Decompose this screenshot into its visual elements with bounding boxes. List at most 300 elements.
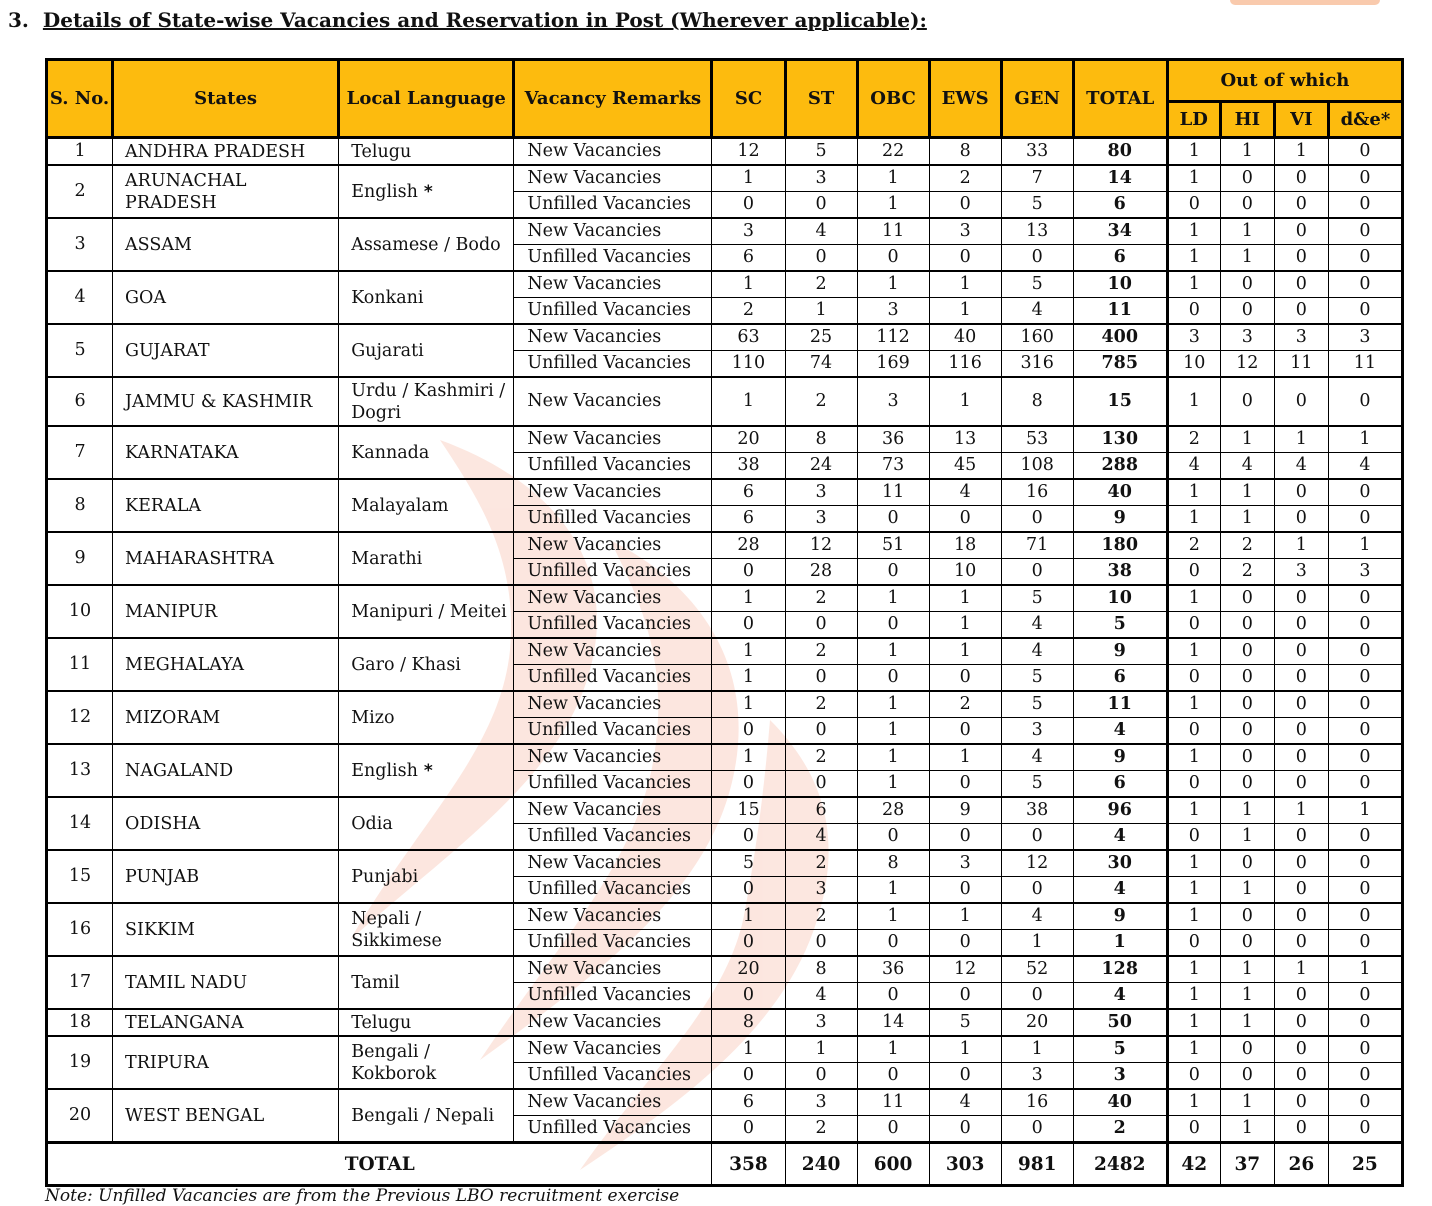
obc-cell: 11 <box>857 1089 929 1116</box>
de-cell: 0 <box>1328 138 1402 166</box>
language-text: Marathi <box>351 548 423 569</box>
total-row <box>47 1143 1403 1186</box>
gen-cell: 5 <box>1001 691 1073 718</box>
table-row <box>47 532 1403 559</box>
total-cell: 4 <box>1073 824 1167 851</box>
hi-cell: 1 <box>1220 1116 1274 1143</box>
ews-cell: 3 <box>929 218 1001 245</box>
vi-cell: 0 <box>1274 877 1328 904</box>
obc-cell: 0 <box>857 983 929 1010</box>
vacancy-remark-cell: New Vacancies <box>514 324 712 351</box>
vi-cell: 0 <box>1274 271 1328 298</box>
vi-cell: 0 <box>1274 506 1328 533</box>
vacancy-remark-cell: New Vacancies <box>514 585 712 612</box>
st-cell: 2 <box>785 850 857 877</box>
ld-cell: 3 <box>1167 324 1220 351</box>
hi-cell: 0 <box>1220 930 1274 957</box>
vacancy-remark-cell: New Vacancies <box>514 138 712 166</box>
gen-cell: 38 <box>1001 797 1073 824</box>
language-text: Malayalam <box>351 495 449 516</box>
total-cell: 96 <box>1073 797 1167 824</box>
hi-cell: 1 <box>1220 1089 1274 1116</box>
gen-cell: 5 <box>1001 665 1073 692</box>
language-text: English <box>351 760 418 781</box>
de-cell: 0 <box>1328 612 1402 639</box>
header-state: States <box>113 60 339 138</box>
state-name-cell: KARNATAKA <box>113 426 339 479</box>
vacancy-remark-cell: New Vacancies <box>514 479 712 506</box>
serial-number-cell: 4 <box>47 271 113 324</box>
sc-cell: 1 <box>712 665 785 692</box>
gen-cell: 16 <box>1001 479 1073 506</box>
ews-cell: 0 <box>929 824 1001 851</box>
total-sc-cell: 358 <box>712 1143 785 1186</box>
obc-cell: 1 <box>857 744 929 771</box>
total-cell: 6 <box>1073 245 1167 272</box>
total-cell: 400 <box>1073 324 1167 351</box>
hi-cell: 0 <box>1220 377 1274 426</box>
sc-cell: 3 <box>712 218 785 245</box>
language-text: Bengali / Nepali <box>351 1105 495 1126</box>
state-name-cell: PUNJAB <box>113 850 339 903</box>
total-cell: 80 <box>1073 138 1167 166</box>
total-vi-cell: 26 <box>1274 1143 1328 1186</box>
total-cell: 9 <box>1073 638 1167 665</box>
st-cell: 3 <box>785 1009 857 1036</box>
total-cell: 9 <box>1073 903 1167 930</box>
header-obc: OBC <box>857 60 929 138</box>
de-cell: 0 <box>1328 218 1402 245</box>
local-language-cell <box>339 1009 514 1036</box>
st-cell: 4 <box>785 824 857 851</box>
ews-cell: 9 <box>929 797 1001 824</box>
gen-cell: 4 <box>1001 903 1073 930</box>
serial-number-cell: 2 <box>47 165 113 218</box>
ld-cell: 1 <box>1167 479 1220 506</box>
serial-number-cell: 1 <box>47 138 113 166</box>
gen-cell: 160 <box>1001 324 1073 351</box>
obc-cell: 1 <box>857 271 929 298</box>
obc-cell: 0 <box>857 612 929 639</box>
language-text: Mizo <box>351 707 395 728</box>
vacancy-remark-cell: New Vacancies <box>514 903 712 930</box>
ld-cell: 1 <box>1167 638 1220 665</box>
local-language-cell <box>339 138 514 166</box>
sc-cell: 0 <box>712 1063 785 1090</box>
serial-number-cell: 8 <box>47 479 113 532</box>
obc-cell: 0 <box>857 1116 929 1143</box>
gen-cell: 52 <box>1001 956 1073 983</box>
obc-cell: 1 <box>857 192 929 219</box>
obc-cell: 1 <box>857 718 929 745</box>
ld-cell: 1 <box>1167 956 1220 983</box>
serial-number-cell: 13 <box>47 744 113 797</box>
de-cell: 0 <box>1328 1009 1402 1036</box>
vacancy-remark-cell: New Vacancies <box>514 850 712 877</box>
table-row <box>47 585 1403 612</box>
sc-cell: 1 <box>712 691 785 718</box>
vi-cell: 0 <box>1274 1089 1328 1116</box>
ews-cell: 116 <box>929 351 1001 378</box>
hi-cell: 0 <box>1220 165 1274 192</box>
gen-cell: 316 <box>1001 351 1073 378</box>
table-row <box>47 1036 1403 1063</box>
hi-cell: 1 <box>1220 245 1274 272</box>
ews-cell: 0 <box>929 877 1001 904</box>
state-name-cell: MEGHALAYA <box>113 638 339 691</box>
vi-cell: 0 <box>1274 850 1328 877</box>
st-cell: 0 <box>785 245 857 272</box>
de-cell: 4 <box>1328 453 1402 480</box>
local-language-cell <box>339 271 514 324</box>
ews-cell: 10 <box>929 559 1001 586</box>
hi-cell: 0 <box>1220 638 1274 665</box>
sc-cell: 63 <box>712 324 785 351</box>
serial-number-cell: 14 <box>47 797 113 850</box>
language-text: Manipuri / Meitei <box>351 601 507 622</box>
vi-cell: 0 <box>1274 245 1328 272</box>
obc-cell: 51 <box>857 532 929 559</box>
total-cell: 6 <box>1073 192 1167 219</box>
ld-cell: 1 <box>1167 245 1220 272</box>
de-cell: 0 <box>1328 1089 1402 1116</box>
hi-cell: 0 <box>1220 1063 1274 1090</box>
vacancy-remark-cell: New Vacancies <box>514 1009 712 1036</box>
total-cell: 6 <box>1073 665 1167 692</box>
state-name-cell: MANIPUR <box>113 585 339 638</box>
vi-cell: 0 <box>1274 930 1328 957</box>
vacancy-remark-cell: Unfilled Vacancies <box>514 665 712 692</box>
state-name-cell: WEST BENGAL <box>113 1089 339 1143</box>
ews-cell: 3 <box>929 850 1001 877</box>
obc-cell: 11 <box>857 479 929 506</box>
hi-cell: 0 <box>1220 298 1274 325</box>
serial-number-cell: 18 <box>47 1009 113 1036</box>
total-cell: 3 <box>1073 1063 1167 1090</box>
table-row <box>47 218 1403 245</box>
ews-cell: 40 <box>929 324 1001 351</box>
vi-cell: 0 <box>1274 744 1328 771</box>
total-cell: 40 <box>1073 1089 1167 1116</box>
header-de: d&e* <box>1328 102 1402 138</box>
ews-cell: 4 <box>929 1089 1001 1116</box>
vacancy-remark-cell: Unfilled Vacancies <box>514 930 712 957</box>
de-cell: 0 <box>1328 691 1402 718</box>
sc-cell: 0 <box>712 824 785 851</box>
ews-cell: 12 <box>929 956 1001 983</box>
local-language-cell <box>339 797 514 850</box>
table-row <box>47 324 1403 351</box>
gen-cell: 0 <box>1001 245 1073 272</box>
vacancy-remark-cell: New Vacancies <box>514 797 712 824</box>
sc-cell: 1 <box>712 1036 785 1063</box>
sc-cell: 38 <box>712 453 785 480</box>
total-cell: 30 <box>1073 850 1167 877</box>
total-cell: 4 <box>1073 877 1167 904</box>
hi-cell: 2 <box>1220 532 1274 559</box>
ld-cell: 0 <box>1167 718 1220 745</box>
header-language: Local Language <box>339 60 514 138</box>
vacancy-remark-cell: New Vacancies <box>514 1036 712 1063</box>
serial-number-cell: 10 <box>47 585 113 638</box>
vi-cell: 0 <box>1274 377 1328 426</box>
ld-cell: 1 <box>1167 585 1220 612</box>
st-cell: 0 <box>785 771 857 798</box>
obc-cell: 36 <box>857 426 929 453</box>
section-heading <box>8 8 927 32</box>
de-cell: 3 <box>1328 559 1402 586</box>
serial-number-cell: 6 <box>47 377 113 426</box>
total-hi-cell: 37 <box>1220 1143 1274 1186</box>
gen-cell: 53 <box>1001 426 1073 453</box>
st-cell: 2 <box>785 744 857 771</box>
local-language-cell <box>339 691 514 744</box>
ews-cell: 1 <box>929 377 1001 426</box>
serial-number-cell: 20 <box>47 1089 113 1143</box>
serial-number-cell: 19 <box>47 1036 113 1089</box>
gen-cell: 7 <box>1001 165 1073 192</box>
hi-cell: 0 <box>1220 718 1274 745</box>
hi-cell: 2 <box>1220 559 1274 586</box>
st-cell: 2 <box>785 585 857 612</box>
vi-cell: 1 <box>1274 532 1328 559</box>
ld-cell: 1 <box>1167 1009 1220 1036</box>
vi-cell: 1 <box>1274 138 1328 166</box>
ld-cell: 2 <box>1167 532 1220 559</box>
de-cell: 0 <box>1328 165 1402 192</box>
table-row <box>47 1009 1403 1036</box>
hi-cell: 1 <box>1220 983 1274 1010</box>
ld-cell: 1 <box>1167 983 1220 1010</box>
vacancy-remark-cell: New Vacancies <box>514 218 712 245</box>
hi-cell: 0 <box>1220 744 1274 771</box>
gen-cell: 0 <box>1001 559 1073 586</box>
gen-cell: 5 <box>1001 271 1073 298</box>
de-cell: 0 <box>1328 824 1402 851</box>
sc-cell: 6 <box>712 506 785 533</box>
state-name-cell: ASSAM <box>113 218 339 271</box>
serial-number-cell: 16 <box>47 903 113 956</box>
total-cell: 130 <box>1073 426 1167 453</box>
st-cell: 8 <box>785 426 857 453</box>
ews-cell: 13 <box>929 426 1001 453</box>
sc-cell: 8 <box>712 1009 785 1036</box>
ews-cell: 0 <box>929 1116 1001 1143</box>
total-cell: 10 <box>1073 585 1167 612</box>
ews-cell: 8 <box>929 138 1001 166</box>
sc-cell: 1 <box>712 165 785 192</box>
gen-cell: 4 <box>1001 298 1073 325</box>
ld-cell: 0 <box>1167 298 1220 325</box>
ld-cell: 1 <box>1167 377 1220 426</box>
serial-number-cell: 3 <box>47 218 113 271</box>
hi-cell: 12 <box>1220 351 1274 378</box>
vi-cell: 0 <box>1274 983 1328 1010</box>
total-obc-cell: 600 <box>857 1143 929 1186</box>
hi-cell: 0 <box>1220 192 1274 219</box>
gen-cell: 0 <box>1001 877 1073 904</box>
sc-cell: 6 <box>712 479 785 506</box>
gen-cell: 5 <box>1001 585 1073 612</box>
hi-cell: 4 <box>1220 453 1274 480</box>
language-text: Konkani <box>351 287 424 308</box>
ews-cell: 0 <box>929 665 1001 692</box>
vi-cell: 0 <box>1274 691 1328 718</box>
sc-cell: 1 <box>712 271 785 298</box>
hi-cell: 1 <box>1220 479 1274 506</box>
sc-cell: 2 <box>712 298 785 325</box>
st-cell: 1 <box>785 1036 857 1063</box>
total-cell: 785 <box>1073 351 1167 378</box>
gen-cell: 108 <box>1001 453 1073 480</box>
local-language-cell <box>339 903 514 956</box>
header-out-of-which: Out of which <box>1167 60 1402 102</box>
total-cell: 10 <box>1073 271 1167 298</box>
de-cell: 0 <box>1328 903 1402 930</box>
st-cell: 0 <box>785 930 857 957</box>
gen-cell: 1 <box>1001 1036 1073 1063</box>
serial-number-cell: 9 <box>47 532 113 585</box>
gen-cell: 4 <box>1001 744 1073 771</box>
table-row <box>47 138 1403 166</box>
brand-strip <box>1230 0 1380 5</box>
ews-cell: 45 <box>929 453 1001 480</box>
total-ews-cell: 303 <box>929 1143 1001 1186</box>
st-cell: 3 <box>785 877 857 904</box>
state-name-cell: ODISHA <box>113 797 339 850</box>
total-label-cell: TOTAL <box>47 1143 712 1186</box>
obc-cell: 0 <box>857 824 929 851</box>
hi-cell: 1 <box>1220 426 1274 453</box>
gen-cell: 3 <box>1001 718 1073 745</box>
local-language-cell <box>339 218 514 271</box>
obc-cell: 1 <box>857 585 929 612</box>
obc-cell: 28 <box>857 797 929 824</box>
gen-cell: 8 <box>1001 377 1073 426</box>
gen-cell: 4 <box>1001 638 1073 665</box>
st-cell: 3 <box>785 506 857 533</box>
table-row <box>47 691 1403 718</box>
vi-cell: 0 <box>1274 903 1328 930</box>
ld-cell: 0 <box>1167 771 1220 798</box>
de-cell: 0 <box>1328 771 1402 798</box>
total-cell: 9 <box>1073 744 1167 771</box>
hi-cell: 1 <box>1220 824 1274 851</box>
st-cell: 28 <box>785 559 857 586</box>
vacancy-remark-cell: Unfilled Vacancies <box>514 771 712 798</box>
gen-cell: 16 <box>1001 1089 1073 1116</box>
hi-cell: 1 <box>1220 797 1274 824</box>
ld-cell: 1 <box>1167 1089 1220 1116</box>
vi-cell: 0 <box>1274 1116 1328 1143</box>
ews-cell: 4 <box>929 479 1001 506</box>
total-cell: 38 <box>1073 559 1167 586</box>
ews-cell: 0 <box>929 245 1001 272</box>
vacancy-remark-cell: New Vacancies <box>514 691 712 718</box>
language-text: Garo / Khasi <box>351 654 461 675</box>
table-row <box>47 797 1403 824</box>
de-cell: 1 <box>1328 956 1402 983</box>
total-cell: 11 <box>1073 691 1167 718</box>
hi-cell: 1 <box>1220 1009 1274 1036</box>
de-cell: 0 <box>1328 377 1402 426</box>
hi-cell: 1 <box>1220 877 1274 904</box>
sc-cell: 28 <box>712 532 785 559</box>
obc-cell: 22 <box>857 138 929 166</box>
vacancy-remark-cell: New Vacancies <box>514 426 712 453</box>
state-name-cell: JAMMU & KASHMIR <box>113 377 339 426</box>
ews-cell: 0 <box>929 983 1001 1010</box>
vi-cell: 3 <box>1274 559 1328 586</box>
total-cell: 14 <box>1073 165 1167 192</box>
sc-cell: 20 <box>712 956 785 983</box>
ews-cell: 0 <box>929 1063 1001 1090</box>
st-cell: 2 <box>785 691 857 718</box>
header-hi: HI <box>1220 102 1274 138</box>
hi-cell: 1 <box>1220 506 1274 533</box>
hi-cell: 1 <box>1220 956 1274 983</box>
vi-cell: 4 <box>1274 453 1328 480</box>
ld-cell: 1 <box>1167 218 1220 245</box>
header-sno: S. No. <box>47 60 113 138</box>
vi-cell: 1 <box>1274 426 1328 453</box>
sc-cell: 0 <box>712 877 785 904</box>
de-cell: 0 <box>1328 930 1402 957</box>
local-language-cell <box>339 324 514 377</box>
serial-number-cell: 12 <box>47 691 113 744</box>
ews-cell: 18 <box>929 532 1001 559</box>
total-st-cell: 240 <box>785 1143 857 1186</box>
obc-cell: 11 <box>857 218 929 245</box>
de-cell: 0 <box>1328 1063 1402 1090</box>
sc-cell: 1 <box>712 585 785 612</box>
state-name-cell: ANDHRA PRADESH <box>113 138 339 166</box>
vacancy-remark-cell: Unfilled Vacancies <box>514 877 712 904</box>
de-cell: 0 <box>1328 271 1402 298</box>
vacancy-remark-cell: New Vacancies <box>514 744 712 771</box>
st-cell: 4 <box>785 983 857 1010</box>
gen-cell: 71 <box>1001 532 1073 559</box>
vi-cell: 0 <box>1274 298 1328 325</box>
de-cell: 1 <box>1328 797 1402 824</box>
local-language-cell <box>339 585 514 638</box>
gen-cell: 33 <box>1001 138 1073 166</box>
gen-cell: 20 <box>1001 1009 1073 1036</box>
st-cell: 1 <box>785 298 857 325</box>
vacancy-remark-cell: Unfilled Vacancies <box>514 824 712 851</box>
table-row <box>47 744 1403 771</box>
vacancy-remark-cell: New Vacancies <box>514 532 712 559</box>
hi-cell: 1 <box>1220 218 1274 245</box>
table-body <box>47 138 1403 1186</box>
state-name-cell: KERALA <box>113 479 339 532</box>
header-gen: GEN <box>1001 60 1073 138</box>
gen-cell: 1 <box>1001 930 1073 957</box>
header-st: ST <box>785 60 857 138</box>
vacancy-remark-cell: Unfilled Vacancies <box>514 718 712 745</box>
ld-cell: 1 <box>1167 271 1220 298</box>
language-text: Urdu / Kashmiri / Dogri <box>351 380 506 423</box>
hi-cell: 0 <box>1220 585 1274 612</box>
state-name-cell: TAMIL NADU <box>113 956 339 1009</box>
total-cell: 6 <box>1073 771 1167 798</box>
state-name-cell: MIZORAM <box>113 691 339 744</box>
de-cell: 1 <box>1328 532 1402 559</box>
vacancy-remark-cell: Unfilled Vacancies <box>514 1063 712 1090</box>
vi-cell: 0 <box>1274 612 1328 639</box>
header-ld: LD <box>1167 102 1220 138</box>
ld-cell: 0 <box>1167 559 1220 586</box>
